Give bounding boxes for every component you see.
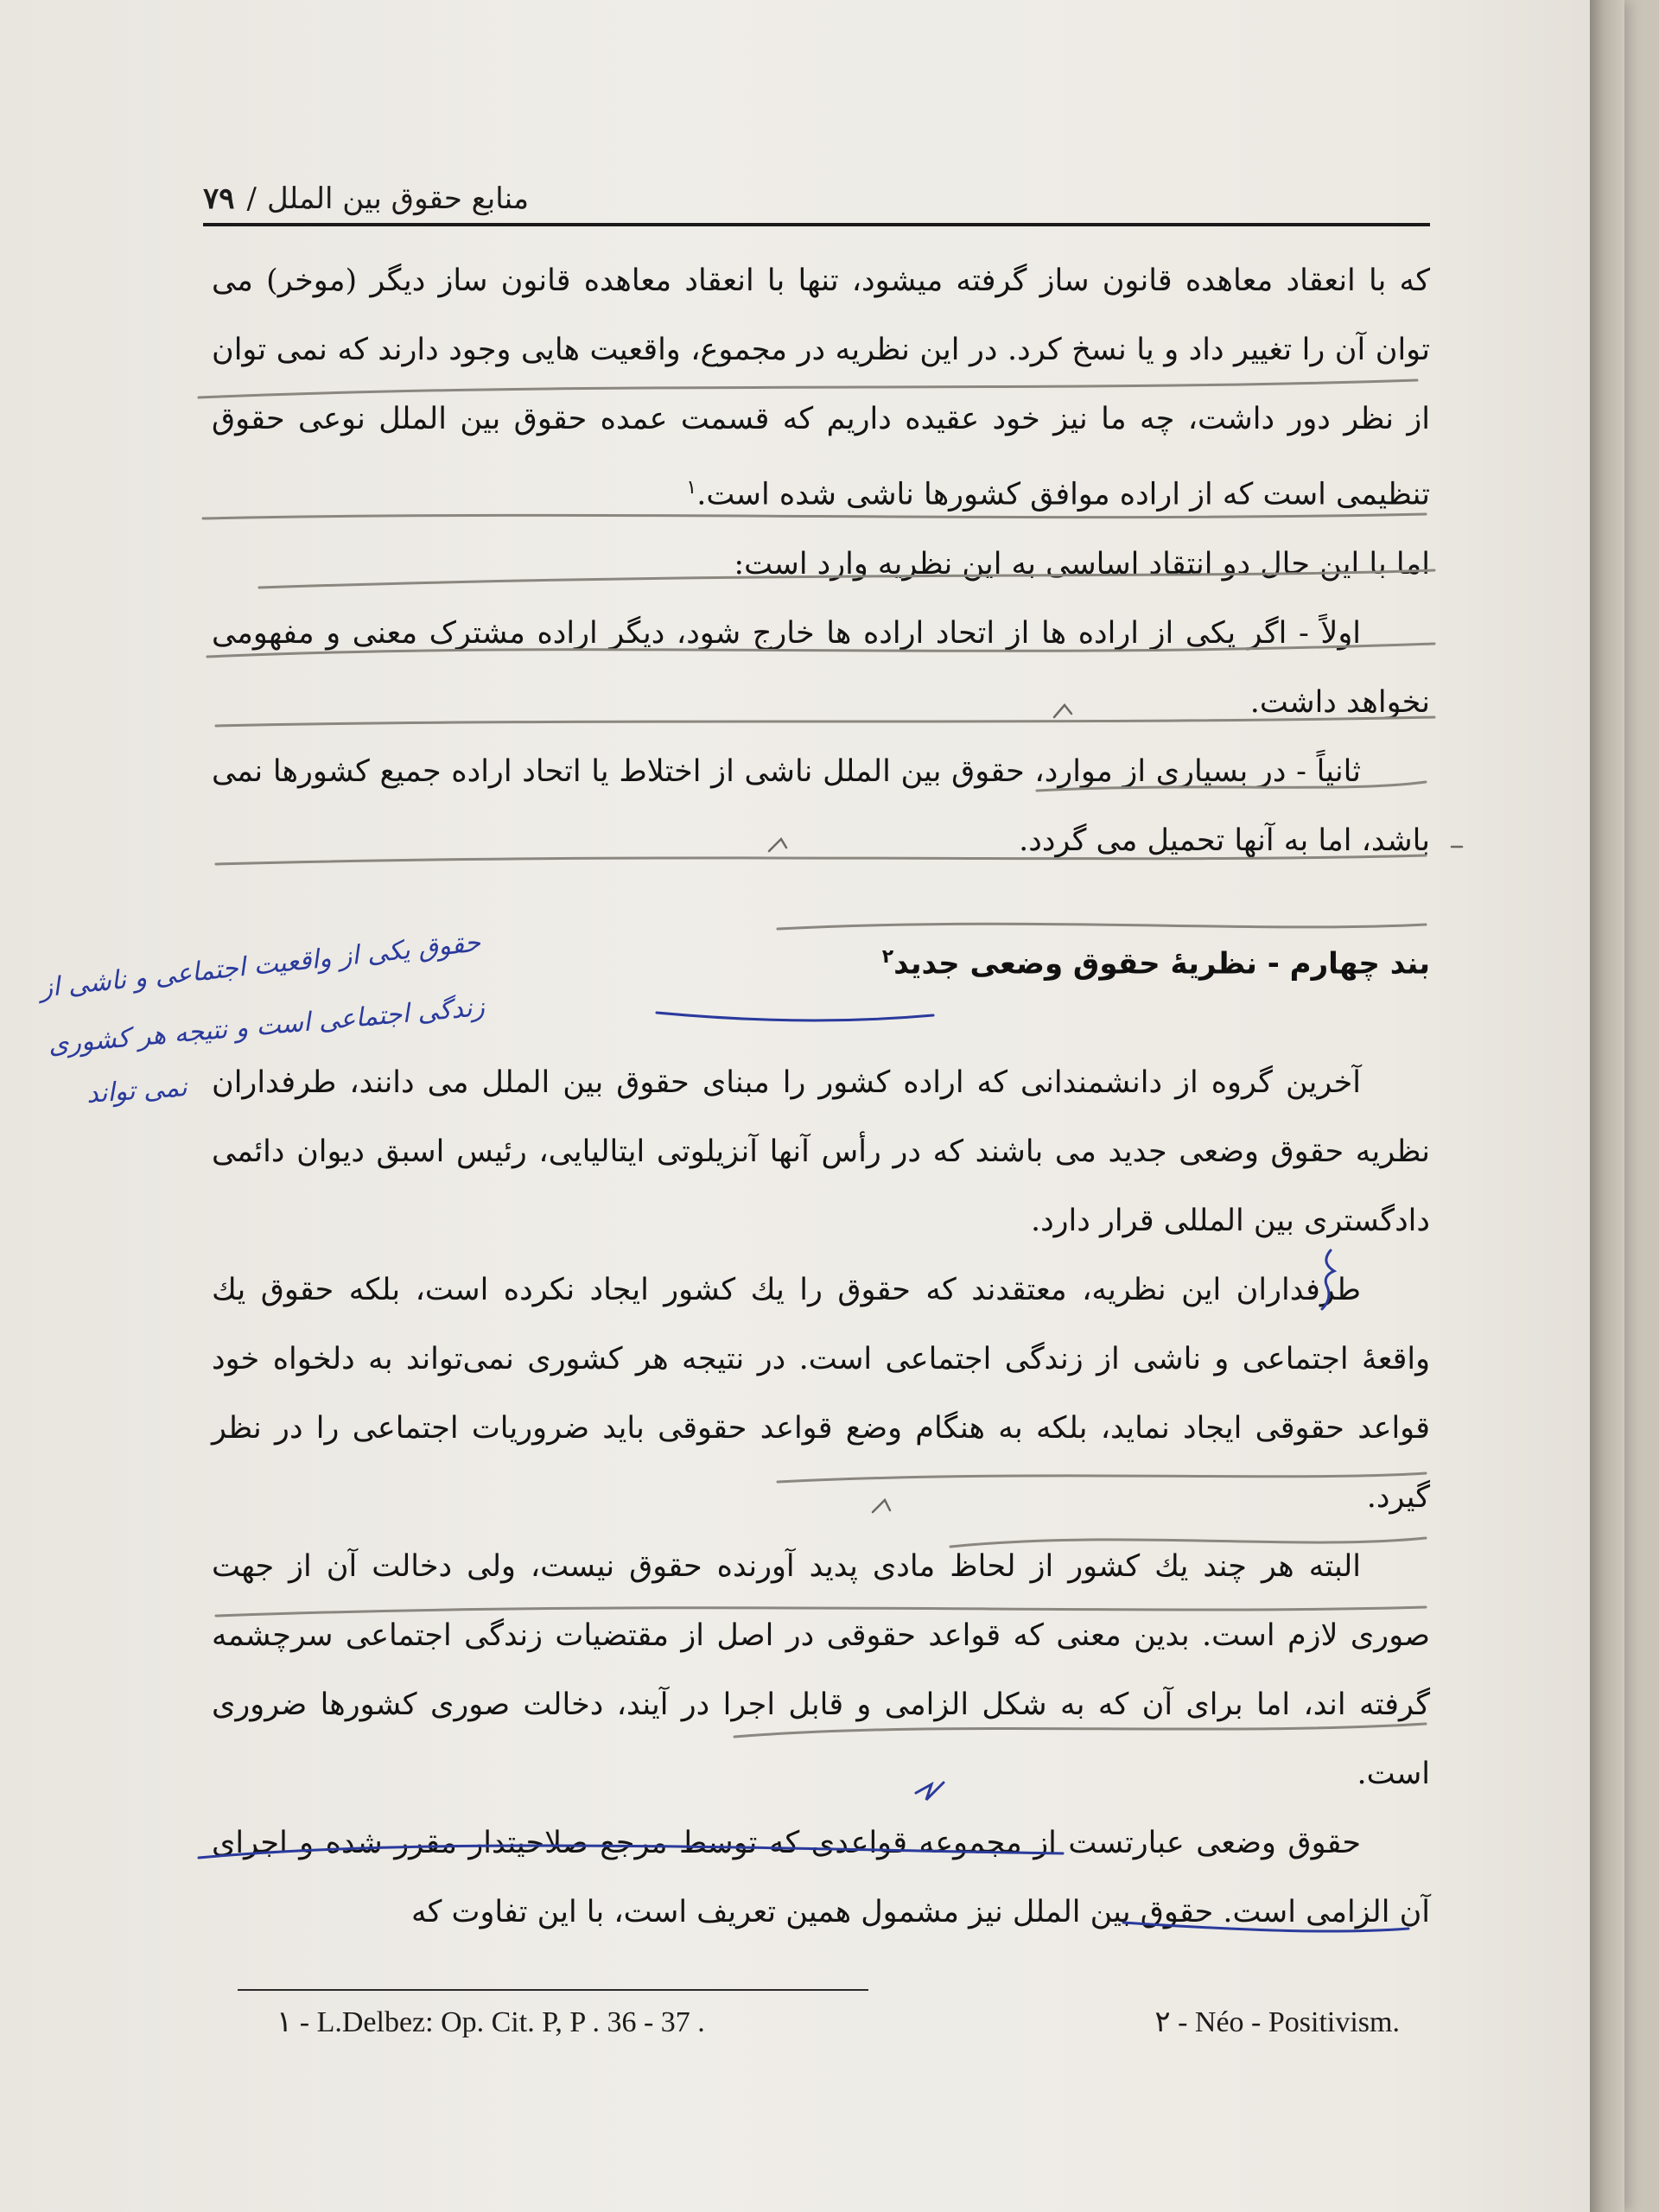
section-heading: بند چهارم - نظریهٔ حقوق وضعی جدید$^۲$: [881, 945, 1430, 981]
page-edge-shadow: [1590, 0, 1624, 2212]
paragraph: البته هر چند یك کشور از لحاظ مادی پدید آورنده حقوق نیست، ولی دخالت آن از جهت صوری لازم است. بدین معنی که قواعد حقوقی در اصل از مقتضیات زندگی اجتماعی سرچشمه گرفته اند، اما برای آن که به شکل الزامی و قابل اجرا در آیند، دخالت صوری کشورها ضروری است.: [212, 1548, 1430, 1791]
footnotes: [276, 1996, 1400, 2048]
handwritten-note: نمی تواند: [85, 1071, 188, 1110]
paragraph: اما با این حال دو انتقاد اساسی به این نظریه وارد است:: [734, 546, 1430, 582]
handwritten-note: حقوق یکی از واقعیت اجتماعی و ناشی از: [38, 927, 482, 1004]
footnote-ref: ۱: [686, 477, 697, 499]
handwritten-note: زندگی اجتماعی است و نتیجه هر کشوری: [47, 991, 486, 1061]
running-header: [203, 156, 1430, 216]
page-body: [212, 246, 1430, 1947]
footnote-ref: ۲: [881, 945, 894, 968]
header-title: منابع حقوق بین الملل: [267, 181, 530, 216]
footnote-2: ۲ - Néo - Positivism.: [1154, 2006, 1400, 2038]
paragraph: طرفداران این نظریه، معتقدند که حقوق را یك کشور ایجاد نکرده است، بلکه حقوق یك واقعهٔ اجتماعی و ناشی از زندگی اجتماعی است. در نتیجه هر کشوری نمی‌تواند به دلخواه خود قواعد حقوقی ایجاد نماید، بلکه به هنگام وضع قواعد حقوقی باید ضروریات اجتماعی را در نظر گیرد.: [212, 1272, 1430, 1515]
paragraph: که با انعقاد معاهده قانون ساز گرفته میشود، تنها با انعقاد معاهده قانون ساز دیگر (موخر) می توان آن را تغییر داد و یا نسخ کرد. در این نظریه در مجموع، واقعیت هایی وجود دارند که نمی توان از نظر دور داشت، چه ما نیز خود عقیده داریم که قسمت عمده حقوق بین الملل نوعی حقوق تنظیمی است که از اراده موافق کشورها ناشی شده است.$^۱$: [212, 264, 1430, 512]
paragraph: اولاً - اگر یکی از اراده ها از اتحاد اراده ها خارج شود، دیگر اراده مشترک معنی و مفهومی نخواهد داشت.: [212, 615, 1430, 720]
page-number: ۷۹: [203, 181, 235, 216]
header-separator: /: [246, 181, 257, 216]
header-rule: [203, 223, 1430, 226]
paragraph: حقوق وضعی عبارتست از مجموعه قواعدی که توسط مرجع صلاحیتدار مقرر شده و اجرای آن الزامی است. حقوق بین الملل نیز مشمول همین تعریف است، با این تفاوت که: [212, 1825, 1430, 1929]
footnote-1: ۱ - L.Delbez: Op. Cit. P, P . 36 - 37 .: [276, 2006, 705, 2038]
paragraph: آخرین گروه از دانشمندانی که اراده کشور را مبنای حقوق بین الملل می دانند، طرفداران نظریه حقوق وضعی جدید می باشند که در رأس آنها آنزیلوتی ایتالیایی، رئیس اسبق دیوان دائمی دادگستری بین المللی قرار دارد.: [212, 1065, 1430, 1238]
footnote-rule: [238, 1989, 868, 1991]
paragraph: ثانیاً - در بسیاری از موارد، حقوق بین الملل ناشی از اختلاط یا اتحاد اراده جمیع کشورها نمی باشد، اما به آنها تحمیل می گردد.: [212, 753, 1430, 858]
